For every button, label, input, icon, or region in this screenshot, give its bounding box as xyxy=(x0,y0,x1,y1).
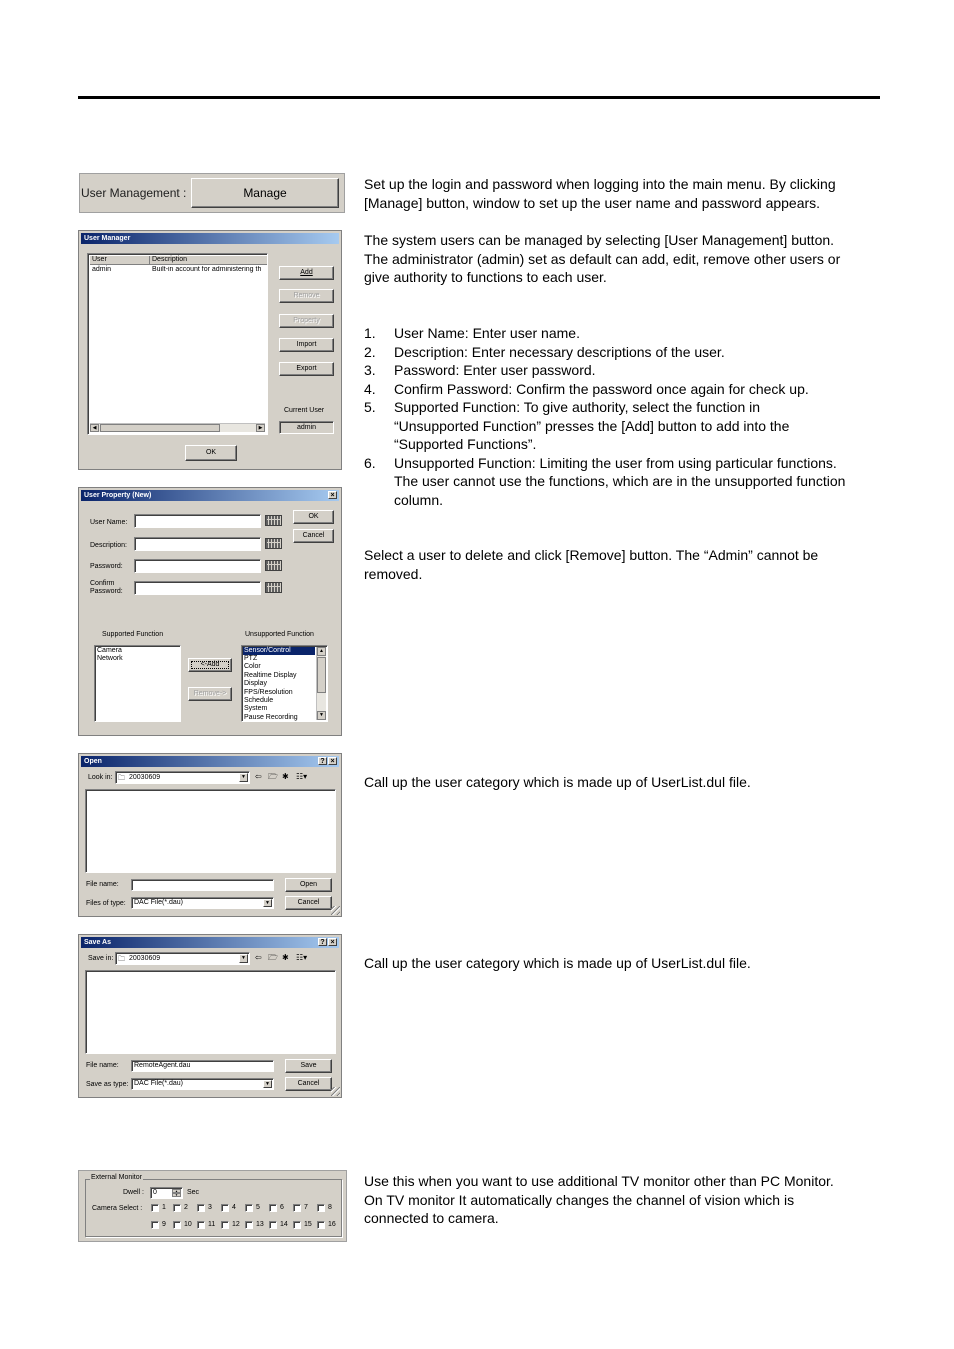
list-item: 4. Confirm Password: Confirm the password once again for check up. xyxy=(364,380,809,397)
camera-number-label: 6 xyxy=(280,1204,284,1211)
camera-checkbox[interactable] xyxy=(293,1221,301,1229)
cancel-button[interactable]: Cancel xyxy=(285,896,332,910)
files-of-type-label: Files of type: xyxy=(86,900,126,907)
horizontal-scrollbar[interactable] xyxy=(90,423,265,432)
password-label: Password: xyxy=(90,563,123,570)
scroll-right-icon[interactable]: ▶ xyxy=(256,424,265,432)
camera-checkbox[interactable] xyxy=(173,1204,181,1212)
file-type-combo[interactable]: DAC File(*.dau) ▼ xyxy=(131,1078,274,1090)
camera-checkbox[interactable] xyxy=(317,1204,325,1212)
user-name-label: User Name: xyxy=(90,519,128,526)
property-steps-list xyxy=(364,324,879,509)
column-header-user[interactable]: User xyxy=(90,256,150,265)
supported-function-label: Supported Function xyxy=(102,631,164,638)
folder-icon: 🗀 xyxy=(118,775,125,782)
camera-number-label: 15 xyxy=(304,1221,312,1228)
close-icon[interactable]: × xyxy=(328,757,337,765)
ok-button[interactable]: OK xyxy=(185,445,237,461)
list-item: 2. Description: Enter necessary descriptions of the user. xyxy=(364,343,725,360)
camera-number-label: 4 xyxy=(232,1204,236,1211)
confirm-password-input[interactable] xyxy=(134,581,261,595)
open-dialog xyxy=(78,753,342,917)
scroll-down-icon[interactable]: ▼ xyxy=(317,711,326,720)
keyboard-icon[interactable] xyxy=(265,538,282,549)
keyboard-icon[interactable] xyxy=(265,560,282,571)
folder-value: 20030609 xyxy=(129,955,161,962)
camera-checkbox[interactable] xyxy=(221,1221,229,1229)
remove-button[interactable]: Remove xyxy=(279,289,334,303)
monitor-description: Use this when you want to use additional TV monitor other than PC Monitor. On TV monitor It automatically changes the channel of vision which is connected to camera. xyxy=(364,1173,834,1226)
view-menu-icon[interactable]: ☷▾ xyxy=(296,953,308,962)
column-header-description[interactable]: Description xyxy=(150,256,267,265)
back-icon[interactable]: ⇦ xyxy=(255,953,262,962)
file-list-area[interactable] xyxy=(85,970,336,1054)
table-cell-description[interactable]: Built-in account for administering th xyxy=(152,266,262,273)
camera-checkbox[interactable] xyxy=(197,1221,205,1229)
up-folder-icon[interactable]: 🗁 xyxy=(268,953,278,962)
header-rule xyxy=(78,96,880,99)
stepper-up-icon[interactable]: ▲ xyxy=(172,1189,181,1193)
vertical-scrollbar[interactable] xyxy=(316,647,326,720)
add-button[interactable]: Add xyxy=(279,266,334,280)
window-titlebar: User Manager xyxy=(81,233,339,244)
scroll-left-icon[interactable]: ◀ xyxy=(90,424,99,432)
user-management-label: User Management : xyxy=(81,186,187,200)
user-list[interactable] xyxy=(87,253,268,435)
window-titlebar: Save As ? × xyxy=(81,937,339,948)
user-management-panel xyxy=(79,173,345,213)
cancel-button[interactable]: Cancel xyxy=(293,529,334,543)
save-button[interactable]: Save xyxy=(285,1059,332,1073)
current-user-label: Current User xyxy=(284,407,325,414)
file-name-label: File name: xyxy=(86,881,119,888)
camera-checkbox[interactable] xyxy=(245,1221,253,1229)
window-titlebar: Open ? × xyxy=(81,756,339,767)
confirm-label: Confirm xyxy=(90,580,115,587)
new-folder-icon[interactable]: ✱ xyxy=(282,953,289,962)
save-as-dialog xyxy=(78,934,342,1098)
dropdown-arrow-icon[interactable]: ▼ xyxy=(263,899,272,907)
save-as-type-label: Save as type: xyxy=(86,1081,129,1088)
camera-number-label: 16 xyxy=(328,1221,336,1228)
save-in-combo[interactable] xyxy=(115,952,250,965)
import-button[interactable]: Import xyxy=(279,338,334,352)
folder-icon: 🗀 xyxy=(118,956,125,963)
remove-description: Select a user to delete and click [Remove] button. The “Admin” cannot be removed. xyxy=(364,547,819,582)
camera-checkbox[interactable] xyxy=(221,1204,229,1212)
camera-number-label: 12 xyxy=(232,1221,240,1228)
view-menu-icon[interactable]: ☷▾ xyxy=(296,772,308,781)
users-description: The system users can be managed by selecting [User Management] button. The administrator (admin) set as default can add, edit, remove other users or give authority to functions to each user. xyxy=(364,232,841,285)
resize-grip-icon[interactable] xyxy=(331,1087,340,1096)
ok-button[interactable]: OK xyxy=(293,510,334,524)
resize-grip-icon[interactable] xyxy=(331,906,340,915)
dropdown-arrow-icon[interactable]: ▼ xyxy=(263,1080,272,1088)
scroll-thumb[interactable] xyxy=(317,657,326,693)
file-name-label: File name: xyxy=(86,1062,119,1069)
camera-number-label: 8 xyxy=(328,1204,332,1211)
scroll-thumb[interactable] xyxy=(100,424,220,432)
camera-checkbox[interactable] xyxy=(293,1204,301,1212)
external-monitor-panel xyxy=(78,1170,347,1242)
dwell-stepper[interactable]: 0 ▲ ▼ xyxy=(150,1187,183,1199)
look-in-combo[interactable] xyxy=(115,771,250,784)
back-icon[interactable]: ⇦ xyxy=(255,772,262,781)
keyboard-icon[interactable] xyxy=(265,515,282,526)
export-button[interactable]: Export xyxy=(279,362,334,376)
camera-number-label: 5 xyxy=(256,1204,260,1211)
camera-checkbox[interactable] xyxy=(269,1221,277,1229)
table-cell-user[interactable]: admin xyxy=(92,266,112,273)
scroll-up-icon[interactable]: ▲ xyxy=(317,647,326,656)
manage-button[interactable]: Manage xyxy=(191,178,339,208)
confirm-password-label: Password: xyxy=(90,588,123,595)
camera-number-label: 9 xyxy=(162,1221,166,1228)
up-folder-icon[interactable]: 🗁 xyxy=(268,772,278,781)
list-item[interactable]: PTZ Color Realtime Display Display FPS/Resolution Schedule System Pause Recording xyxy=(244,655,298,721)
open-button[interactable]: Open xyxy=(285,878,332,892)
file-type-combo[interactable]: DAC File(*.dau) ▼ xyxy=(131,897,274,909)
password-input[interactable] xyxy=(134,559,261,573)
camera-number-label: 11 xyxy=(208,1221,216,1228)
file-name-input[interactable]: RemoteAgent.dau xyxy=(131,1060,274,1072)
help-icon[interactable]: ? xyxy=(318,757,327,765)
camera-checkbox[interactable] xyxy=(269,1204,277,1212)
external-monitor-label: External Monitor xyxy=(91,1174,142,1181)
file-name-input[interactable] xyxy=(131,879,274,891)
file-list-area[interactable] xyxy=(85,789,336,873)
import-description: Call up the user category which is made up of UserList.dul file. xyxy=(364,774,751,790)
camera-number-label: 3 xyxy=(208,1204,212,1211)
camera-select-label: Camera Select : xyxy=(92,1205,143,1212)
list-item: 5. Supported Function: To give authority, select the function in “Unsupported Function” presses the [Add] button to add into the “Supported Functions”. xyxy=(364,399,790,452)
window-titlebar: User Property (New) × xyxy=(81,490,339,501)
list-item: 6. Unsupported Function: Limiting the user from using particular functions. The user cannot use the functions, which are in the unsupported function column. xyxy=(364,454,846,508)
look-in-label: Look in: xyxy=(88,774,113,781)
unsupported-function-list[interactable] xyxy=(241,645,328,722)
cancel-button[interactable]: Cancel xyxy=(285,1077,332,1091)
description-label: Description: xyxy=(90,542,127,549)
current-user-field: admin xyxy=(279,421,334,434)
remove-function-button[interactable]: Remove-> xyxy=(188,687,232,701)
description-input[interactable] xyxy=(134,537,261,551)
camera-checkbox[interactable] xyxy=(197,1204,205,1212)
save-in-label: Save in: xyxy=(88,955,114,962)
close-icon[interactable]: × xyxy=(328,938,337,946)
close-icon[interactable]: × xyxy=(328,491,337,499)
dwell-unit: Sec xyxy=(187,1189,200,1196)
add-function-button[interactable]: <-Add xyxy=(188,658,232,672)
dropdown-arrow-icon[interactable]: ▼ xyxy=(239,773,248,782)
camera-number-label: 13 xyxy=(256,1221,264,1228)
list-item: 1. User Name: Enter user name. xyxy=(364,325,580,341)
supported-function-list[interactable] xyxy=(94,645,181,722)
user-property-dialog xyxy=(78,487,342,736)
folder-value: 20030609 xyxy=(129,774,161,781)
keyboard-icon[interactable] xyxy=(265,582,282,593)
camera-checkbox[interactable] xyxy=(245,1204,253,1212)
help-icon[interactable]: ? xyxy=(318,938,327,946)
list-item[interactable]: Camera Network xyxy=(97,647,123,663)
export-description: Call up the user category which is made up of UserList.dul file. xyxy=(364,955,751,971)
dwell-label: Dwell : xyxy=(123,1189,145,1196)
unsupported-function-label: Unsupported Function xyxy=(245,631,314,638)
manage-description: Set up the login and password when logging into the main menu. By clicking [Manage] button, window to set up the user name and password appears. xyxy=(364,176,836,211)
new-folder-icon[interactable]: ✱ xyxy=(282,772,289,781)
camera-number-label: 7 xyxy=(304,1204,308,1211)
camera-number-label: 10 xyxy=(184,1221,192,1228)
list-item-selected[interactable]: Sensor/Control xyxy=(243,647,315,655)
list-item: 3. Password: Enter user password. xyxy=(364,362,596,378)
property-button[interactable]: Property xyxy=(279,314,334,328)
user-manager-window xyxy=(78,230,342,470)
camera-checkbox[interactable] xyxy=(317,1221,325,1229)
camera-number-label: 1 xyxy=(162,1204,166,1211)
dropdown-arrow-icon[interactable]: ▼ xyxy=(239,954,248,963)
camera-number-label: 2 xyxy=(184,1204,188,1211)
stepper-down-icon[interactable]: ▼ xyxy=(172,1193,181,1197)
camera-checkbox[interactable] xyxy=(151,1221,159,1229)
user-name-input[interactable] xyxy=(134,514,261,528)
camera-checkbox[interactable] xyxy=(151,1204,159,1212)
camera-number-label: 14 xyxy=(280,1221,288,1228)
camera-checkbox[interactable] xyxy=(173,1221,181,1229)
